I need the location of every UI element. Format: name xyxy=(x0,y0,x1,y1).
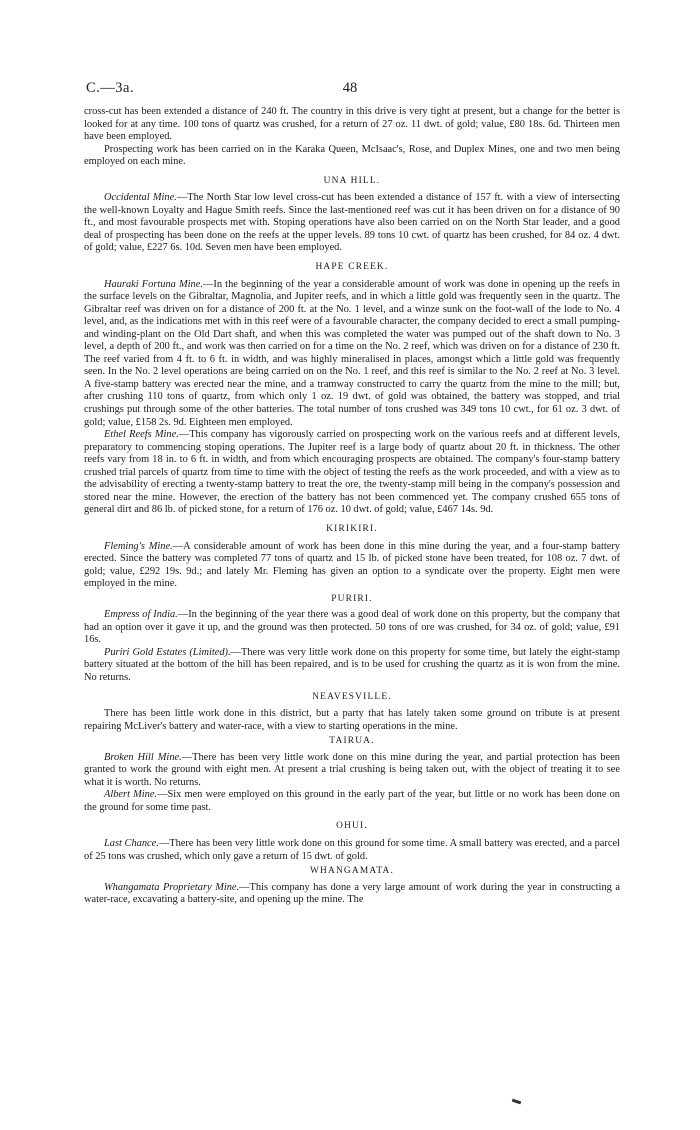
mine-name: Whangamata Proprietary Mine. xyxy=(104,881,240,893)
paragraph xyxy=(84,838,620,863)
mine-name: Broken Hill Mine. xyxy=(104,751,182,763)
paragraph-text: —There has been very little work done on this ground for some time. A small battery was erected, and a parcel of 25 tons was crushed, which only gave a return of 15 dwt. of gold. xyxy=(84,837,620,862)
mine-name: Fleming's Mine. xyxy=(104,540,173,552)
mine-name: Empress of India. xyxy=(104,609,178,621)
paragraph xyxy=(84,789,620,814)
paragraph-text: —A considerable amount of work has been done in this mine during the year, and a four-stamp battery erected. Since the battery was completed 77 tons of quartz and 15 lb. of picked stone have been treated, for 108 oz. 7 dwt. of gold; value, £292 19s. 9d.; and lately Mr. Fleming has given an option to a syndicate over the property. Eight men were employed in the mine. xyxy=(84,540,620,590)
section-heading-kirikiri: KIRIKIRI. xyxy=(326,523,378,534)
paragraph xyxy=(84,541,620,591)
report-body xyxy=(84,106,620,907)
paragraph xyxy=(84,882,620,907)
mine-name: Ethel Reefs Mine. xyxy=(104,429,179,441)
mine-name: Hauraki Fortuna Mine. xyxy=(104,278,203,290)
mine-name: Albert Mine. xyxy=(104,789,158,801)
section-heading-ohui: OHUI. xyxy=(336,821,368,832)
paragraph xyxy=(84,429,620,517)
document-reference: C.—3a. xyxy=(86,80,135,96)
paragraph-text: —Six men were employed on this ground in the early part of the year, but little or no work has been done on the ground for some time past. xyxy=(84,789,620,813)
paragraph: cross-cut has been extended a distance of 240 ft. The country in this drive is very tight at present, but a change for the better is looked for at any time. 100 tons of quartz was crushed, for a return of 27 oz. 11 dwt. of gold; value, £80 18s. 6d. Thirteen men have been employed. xyxy=(84,106,620,143)
paragraph xyxy=(84,752,620,790)
paragraph xyxy=(84,647,620,685)
section-heading-hape-creek: HAPE CREEK. xyxy=(315,262,389,273)
mine-name: Occidental Mine. xyxy=(104,192,177,204)
paragraph: Prospecting work has been carried on in the Karaka Queen, McIsaac's, Rose, and Duplex Mines, one and two men being employed on each mine. xyxy=(84,143,620,168)
paragraph xyxy=(84,609,620,647)
paragraph xyxy=(84,279,620,430)
paragraph-text: —In the beginning of the year a considerable amount of work was done in opening up the reefs in the surface levels on the Gibraltar, Magnolia, and Jupiter reefs, and in which a little gold was frequently seen in the quartz. The Gibraltar reef was driven on for a distance of 200 ft. at the No. 1 level, and a winze sunk on the foot-wall of the lode to No. 4 level, and, as the indications met with in this reef were of a favourable character, the company decided to erect a small pumping- and winding-plant on the Old Dart shaft, and when this was completed the water was pumped out of the shaft down to No. 3 level, a depth of 200 ft., and work was then carried on for a time on the No. 2 reef, which was driven on for a distance of 230 ft. The reef varied from 4 ft. to 6 ft. in width, and was highly mineralised in places, amongst which a little gold was frequently seen. In the No. 2 level operations are being carried on on the No. 1 reef, and this reef is similar to the No. 2 reef at No. 3 level. A five-stamp battery was erected near the mine, and a tramway constructed to carry the quartz from the mine to the mill; but, after crushing 110 tons of quartz, from which only 1 oz. 19 dwt. of gold was obtained, the battery was stopped, and trial crushings put through some of the other batteries. The total number of tons crushed was 349 tons 10 cwt., for 61 oz. 3 dwt. of gold; value, £158 2s. 9d. Eighteen men employed. xyxy=(84,278,620,428)
page-number: 48 xyxy=(342,80,358,96)
mine-name: Puriri Gold Estates (Limited). xyxy=(104,646,231,658)
paragraph-text: —There has been very little work done on this mine during the year, and partial protection has been granted to work the ground with eight men. At present a trial crushing is being taken out, with the object of treating it to see what it is worth. No returns. xyxy=(84,751,620,788)
section-heading-puriri: PURIRI. xyxy=(331,593,373,604)
paragraph-text: —There was very little work done on this property for some time, but lately the eight-stamp battery situated at the bottom of the hill has been repaired, and is to be used for crushing the quartz as it is won from the mine. No returns. xyxy=(84,646,620,683)
mine-name: Last Chance. xyxy=(104,837,159,849)
paragraph-text: —The North Star low level cross-cut has been extended a distance of 157 ft. with a view of intersecting the well-known Loyalty and Hague Smith reefs. Since the last-mentioned reef was cut it has been driven on for a distance of 90 ft., and most favourable prospects met with. Stoping operations have also been carried on on the North Star leader, and a good deal of prospecting has been done on the reefs at the upper levels. 89 tons 10 cwt. of quartz has been crushed, for 84 oz. 4 dwt. of gold; value, £227 6s. 10d. Seven men have been employed. xyxy=(84,192,620,254)
section-heading-tairua: TAIRUA. xyxy=(329,736,375,747)
section-heading-neavesville: NEAVESVILLE. xyxy=(312,691,392,702)
paragraph: There has been little work done in this district, but a party that has lately taken some ground on tribute is at present repairing McLiver's battery and water-race, with a view to starting operations in the mine. xyxy=(84,708,620,732)
paragraph-text: —This company has vigorously carried on prospecting work on the various reefs and at different levels, preparatory to commencing stoping operations. The Jupiter reef is a large body of quartz about 20 ft. in thickness. The other reefs vary from 18 in. to 6 ft. in width, and from which encouraging prospects are obtained. The company's four-stamp battery crushed trial parcels of quartz from time to time with the object of testing the reefs as the work proceeded, and with a view as to the advisability of erecting a twenty-stamp battery to treat the ore, the twenty-stamp mill being in the company's possession and stored near the mine. However, the erection of the battery has not been commenced yet. The company crushed 655 tons of general dirt and 86 lb. of picked stone, for a return of 176 oz. 10 dwt. of gold; value, £467 14s. 9d. xyxy=(84,429,620,516)
paragraph-text: —In the beginning of the year there was a good deal of work done on this property, but the company that had an option over it gave it up, and the ground was then protected. 50 tons of ore was crushed, for 34 oz. of gold; value, £91 16s. xyxy=(84,609,620,646)
paragraph xyxy=(84,192,620,255)
section-heading-una-hill: UNA HILL. xyxy=(323,175,381,186)
paragraph-text: —This company has done a very large amount of work during the year in constructing a water-race, excavating a battery-site, and opening up the mine. The xyxy=(84,881,620,906)
print-mark xyxy=(512,1099,521,1105)
section-heading-whangamata: WHANGAMATA. xyxy=(309,866,395,877)
